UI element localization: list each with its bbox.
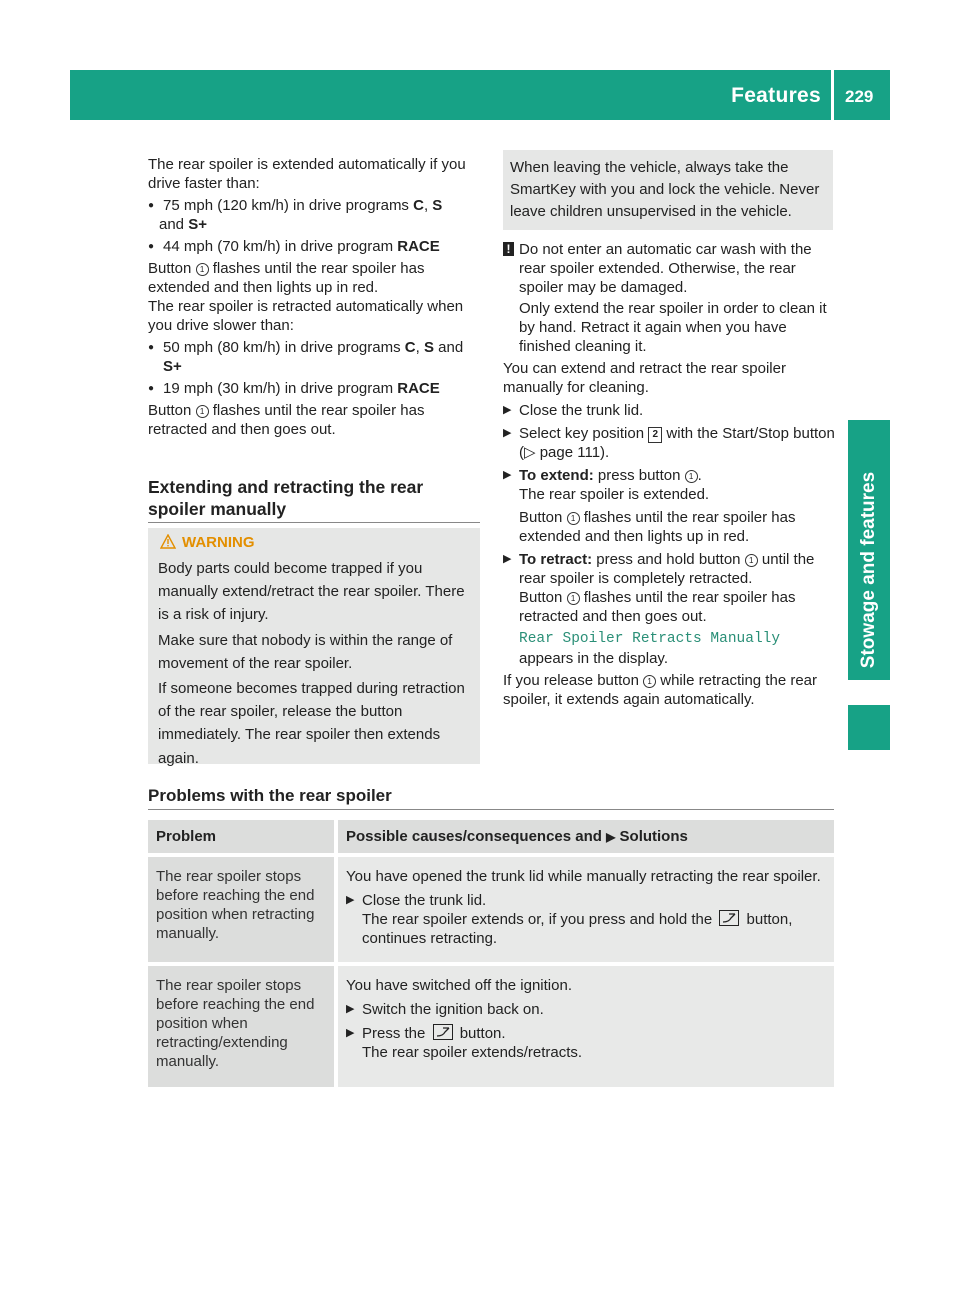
side-tab-label: Stowage and features	[858, 471, 879, 669]
table-row	[148, 853, 834, 962]
right-column	[503, 240, 835, 709]
solution-step	[346, 1024, 826, 1062]
notice-text: Do not enter an automatic car wash with the rear spoiler extended. Otherwise, the rear spoiler may be damaged.	[519, 241, 812, 296]
drive-program: S+	[163, 358, 182, 375]
button-1-icon: 1	[685, 470, 698, 483]
step-text: press and hold button	[592, 551, 745, 568]
step-text: .	[697, 467, 702, 484]
warning-header	[160, 534, 255, 551]
warning-body	[158, 557, 476, 770]
step-text: until the rear spoiler is completely retracted.	[519, 551, 815, 587]
arrow-icon: ▶	[606, 830, 616, 844]
solution-cell	[338, 853, 834, 962]
step-label: To retract:	[519, 551, 593, 568]
drive-program: RACE	[397, 238, 440, 255]
button-1-icon: 1	[196, 263, 209, 276]
bullet-text: and	[159, 216, 189, 233]
step-detail: appears in the display.	[519, 650, 668, 667]
step-label: To extend:	[519, 467, 594, 484]
step-detail	[503, 588, 835, 626]
text: If you release button	[503, 672, 644, 689]
bullet-item	[148, 237, 481, 256]
warning-label: WARNING	[182, 534, 255, 551]
side-tab-marker	[848, 705, 890, 750]
warning-paragraph: Make sure that nobody is within the range of movement of the rear spoiler.	[158, 631, 453, 672]
spoiler-icon	[719, 910, 739, 926]
step	[503, 550, 835, 588]
text: Button	[148, 402, 196, 419]
left-column	[148, 155, 481, 439]
paragraph	[148, 401, 481, 439]
spoiler-button-icon	[430, 1024, 456, 1043]
step-result: button, continues retracting.	[362, 911, 793, 947]
step: ▶ Close the trunk lid.	[503, 401, 835, 420]
heading-rule	[148, 522, 480, 523]
notice-paragraph: Only extend the rear spoiler in order to clean it by hand. Retract it again when you have finished cleaning it.	[519, 300, 827, 355]
step	[503, 466, 835, 504]
text: while retracting the rear spoiler, it extends again automatically.	[503, 672, 817, 708]
problem-cell: The rear spoiler stops before reaching the end position when retracting manually.	[148, 853, 338, 962]
notice-icon: !	[503, 242, 514, 256]
bullet-item	[148, 338, 481, 376]
bullet-text: 75 mph (120 km/h) in drive programs	[163, 197, 414, 214]
separator: ,	[415, 339, 424, 356]
paragraph: The rear spoiler is retracted automatically when you drive slower than:	[148, 298, 464, 334]
step-text: button.	[455, 1025, 506, 1042]
table-row	[148, 962, 834, 1087]
warning-paragraph: Body parts could become trapped if you manually extend/retract the rear spoiler. There is a risk of injury.	[158, 560, 465, 624]
step	[503, 424, 835, 462]
separator: ,	[423, 197, 433, 214]
paragraph: The rear spoiler is extended automatically if you drive faster than:	[148, 156, 466, 192]
button-1-icon: 1	[196, 405, 209, 418]
page-number: 229	[845, 87, 874, 106]
drive-program: S	[432, 197, 443, 214]
text: flashes until the rear spoiler has retracted and then goes out.	[148, 402, 425, 438]
bullet-item	[148, 196, 481, 234]
cause-text: You have switched off the ignition.	[346, 977, 572, 994]
header-text: Solutions	[615, 828, 688, 845]
button-1-icon: 1	[567, 512, 580, 525]
step-text: press button	[593, 467, 685, 484]
warning-triangle-icon	[160, 534, 176, 549]
step-text: Press the	[362, 1025, 430, 1042]
step-text: with the Start/Stop button (▷ page 111).	[519, 425, 835, 461]
bullet-text: 50 mph (80 km/h) in drive programs	[163, 339, 405, 356]
drive-program: RACE	[397, 380, 440, 397]
problems-table	[148, 820, 834, 1087]
drive-program: C	[404, 339, 416, 356]
table-header-row	[148, 820, 834, 853]
text: flashes until the rear spoiler has retracted and then goes out.	[519, 589, 796, 625]
table-heading: Problems with the rear spoiler	[148, 786, 392, 805]
column-header	[338, 820, 834, 853]
text: Button	[519, 589, 567, 606]
info-text: When leaving the vehicle, always take the SmartKey with you and lock the vehicle. Never leave children unsupervised in the vehicle.	[510, 159, 820, 220]
display-message: Rear Spoiler Retracts Manually	[519, 631, 781, 647]
text: flashes until the rear spoiler has extended and then lights up in red.	[148, 260, 425, 296]
paragraph	[503, 671, 835, 709]
page-section-title: Features	[731, 84, 821, 107]
heading-rule	[148, 809, 834, 810]
drive-program: S+	[188, 216, 207, 233]
cause-text: You have opened the trunk lid while manually retracting the rear spoiler.	[346, 868, 821, 885]
paragraph	[148, 259, 481, 297]
key-position-icon: 2	[648, 427, 662, 443]
notice-paragraph	[503, 240, 835, 297]
drive-program: S	[423, 339, 434, 356]
drive-program: C	[413, 197, 424, 214]
solution-step	[346, 891, 826, 948]
step-result: The rear spoiler is extended.	[519, 486, 710, 503]
text: Button	[519, 509, 567, 526]
button-1-icon: 1	[567, 592, 580, 605]
header-text: Possible causes/consequences and	[346, 828, 607, 845]
section-heading: Extending and retracting the rear spoiler manually	[148, 477, 424, 519]
bullet-item	[148, 379, 481, 398]
step-result: The rear spoiler extends or, if you press and hold the	[362, 911, 717, 928]
button-1-icon: 1	[745, 554, 758, 567]
step-text: Close the trunk lid.	[362, 892, 487, 909]
step-detail	[503, 508, 835, 546]
spoiler-button-icon	[716, 910, 742, 929]
bullet-text: 19 mph (30 km/h) in drive program	[163, 380, 398, 397]
bullet-text: and	[433, 339, 464, 356]
solution-step: ▶ Switch the ignition back on.	[346, 1000, 826, 1019]
step-result: The rear spoiler extends/retracts.	[362, 1044, 583, 1061]
button-1-icon: 1	[643, 675, 656, 688]
spoiler-icon	[433, 1024, 453, 1040]
column-header: Problem	[148, 820, 338, 853]
header-separator	[831, 70, 834, 120]
bullet-text: 44 mph (70 km/h) in drive program	[163, 238, 398, 255]
text: Button	[148, 260, 196, 277]
paragraph: You can extend and retract the rear spoiler manually for cleaning.	[503, 360, 786, 396]
warning-paragraph: If someone becomes trapped during retraction of the rear spoiler, release the button immediately. The rear spoiler then extends again.	[158, 680, 465, 767]
step-text: Select key position	[519, 425, 649, 442]
solution-cell	[338, 962, 834, 1087]
text: flashes until the rear spoiler has extended and then lights up in red.	[519, 509, 796, 545]
problem-cell: The rear spoiler stops before reaching the end position when retracting/extending manually.	[148, 962, 338, 1087]
